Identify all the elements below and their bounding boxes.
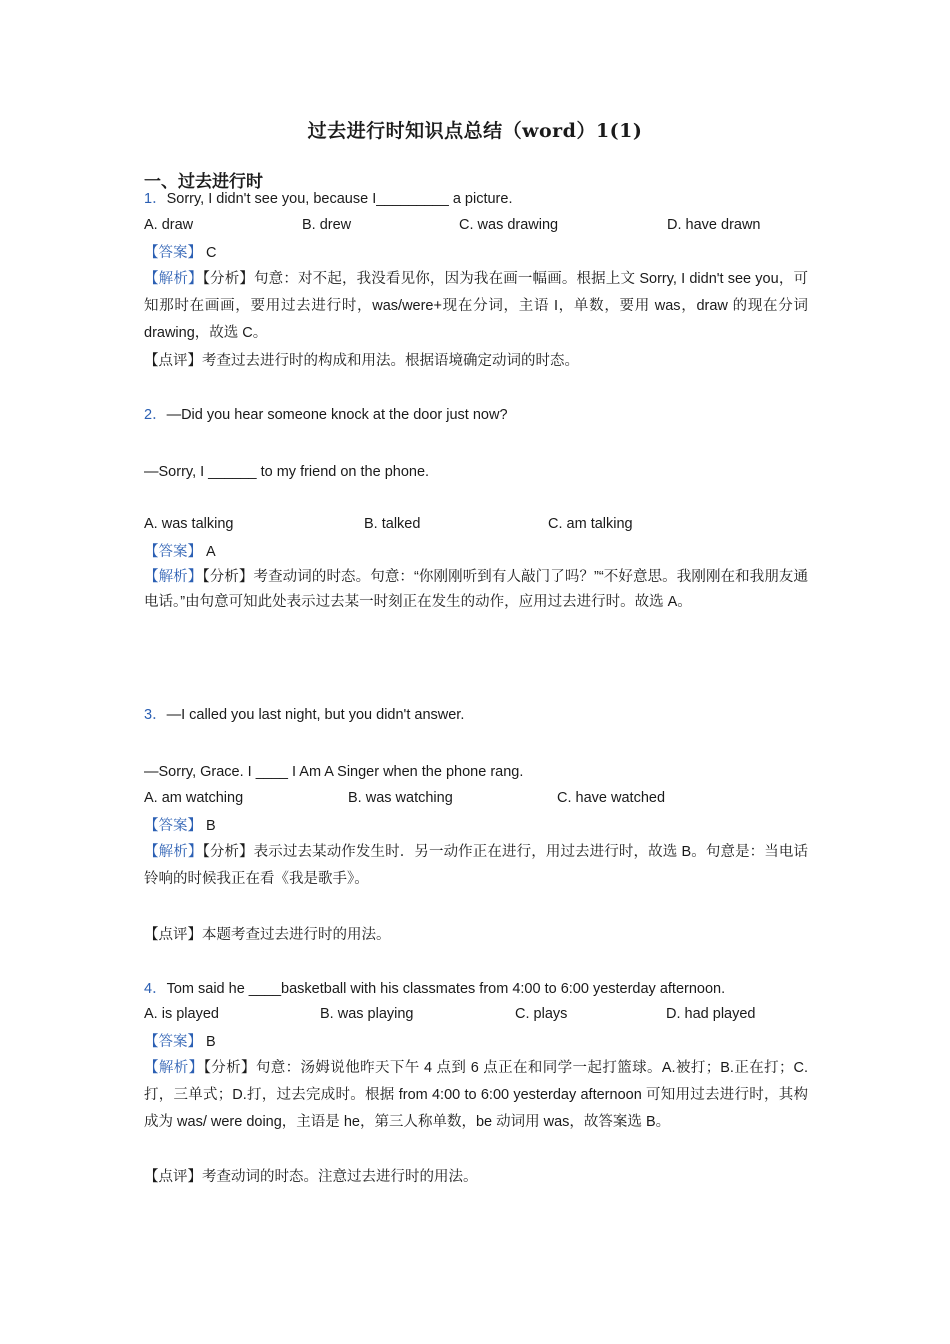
answer-value: B (206, 818, 216, 834)
q4-option-d: D. had played (666, 1006, 756, 1022)
q2-option-a: A. was talking (144, 516, 234, 532)
answer-tag: 【答案】 (144, 245, 202, 261)
q3-option-a: A. am watching (144, 790, 244, 806)
document-title: 过去进行时知识点总结（word）1(1) (307, 120, 643, 142)
question-number: 4． (144, 981, 167, 997)
q1-option-d: D. have drawn (667, 217, 761, 233)
q3-review: 【点评】本题考查过去进行时的用法。 (144, 927, 391, 943)
q4-analysis (144, 1055, 808, 1136)
analysis-text: 【分析】表示过去某动作发生时．另一动作正在进行，用过去进行时，故选 B。句意是：当电话铃响的时候我正在看《我是歌手》。 (144, 844, 809, 887)
answer-tag: 【答案】 (144, 818, 202, 834)
q1-option-a: A. draw (144, 217, 194, 233)
q3-option-c: C. have watched (557, 790, 666, 806)
q2-option-c: C. am talking (548, 516, 633, 532)
question-4 (144, 979, 725, 999)
analysis-text: 【分析】句意：汤姆说他昨天下午 4 点到 6 点正在和同学一起打篮球。A.被打；B.正在打；C.打，三单式；D.打，过去完成时。根据 from 4:00 to 6:00 yesterday afternoon 可知用过去进行时，其构成为 was/ were doing，主语是 he，第三人称单数，be 动词用 was，故答案选 B。 (144, 1060, 809, 1130)
analysis-tag: 【解析】 (144, 569, 203, 585)
q3-analysis (144, 839, 808, 893)
answer-tag: 【答案】 (144, 544, 202, 560)
q2-answer (144, 542, 216, 562)
q4-answer (144, 1032, 216, 1052)
question-3 (144, 705, 464, 725)
analysis-text: 【分析】考查动词的时态。句意：“你刚刚听到有人敲门了吗？”“不好意思。我刚刚在和我朋友通电话。”由句意可知此处表示过去某一时刻正在发生的动作，应用过去进行时。故选 A。 (144, 569, 809, 610)
question-stem: —Did you hear someone knock at the door just now? (166, 407, 508, 423)
q1-answer (144, 243, 217, 263)
q2-option-b: B. talked (364, 516, 421, 532)
analysis-text: 【分析】句意：对不起，我没看见你，因为我在画一幅画。根据上文 Sorry, I didn't see you，可知那时在画画，要用过去进行时，was/were+现在分词，主语 I，单数，要用 was，draw 的现在分词 drawing，故选 C。 (144, 271, 809, 341)
question-stem: —I called you last night, but you didn't answer. (166, 707, 465, 723)
analysis-tag: 【解析】 (144, 271, 203, 287)
q1-option-b: B. drew (302, 217, 352, 233)
q4-option-c: C. plays (515, 1006, 568, 1022)
q4-option-b: B. was playing (320, 1006, 414, 1022)
q2-stem-line-2: —Sorry, I ______ to my friend on the phone. (144, 464, 430, 480)
question-2 (144, 405, 508, 425)
question-stem: Sorry, I didn't see you, because I_________ a picture. (166, 191, 513, 207)
question-number: 3． (144, 707, 167, 723)
q4-review: 【点评】考查动词的时态。注意过去进行时的用法。 (144, 1169, 478, 1185)
analysis-tag: 【解析】 (144, 844, 203, 860)
question-1 (144, 189, 512, 209)
q4-option-a: A. is played (144, 1006, 219, 1022)
answer-value: B (206, 1034, 216, 1050)
q1-option-c: C. was drawing (459, 217, 559, 233)
q3-answer (144, 816, 216, 836)
question-number: 1． (144, 191, 167, 207)
question-number: 2． (144, 407, 167, 423)
q3-stem-line-2: —Sorry, Grace. I ____ I Am A Singer when the phone rang. (144, 764, 524, 780)
question-stem: Tom said he ____basketball with his classmates from 4:00 to 6:00 yesterday afternoon. (166, 981, 726, 997)
q3-option-b: B. was watching (348, 790, 453, 806)
analysis-tag: 【解析】 (144, 1060, 204, 1076)
q1-review: 【点评】考查过去进行时的构成和用法。根据语境确定动词的时态。 (144, 353, 579, 369)
q1-analysis (144, 266, 808, 347)
q2-analysis (144, 565, 808, 615)
answer-value: C (206, 245, 217, 261)
answer-tag: 【答案】 (144, 1034, 202, 1050)
section-heading: 一、过去进行时 (144, 172, 263, 192)
answer-value: A (206, 544, 216, 560)
